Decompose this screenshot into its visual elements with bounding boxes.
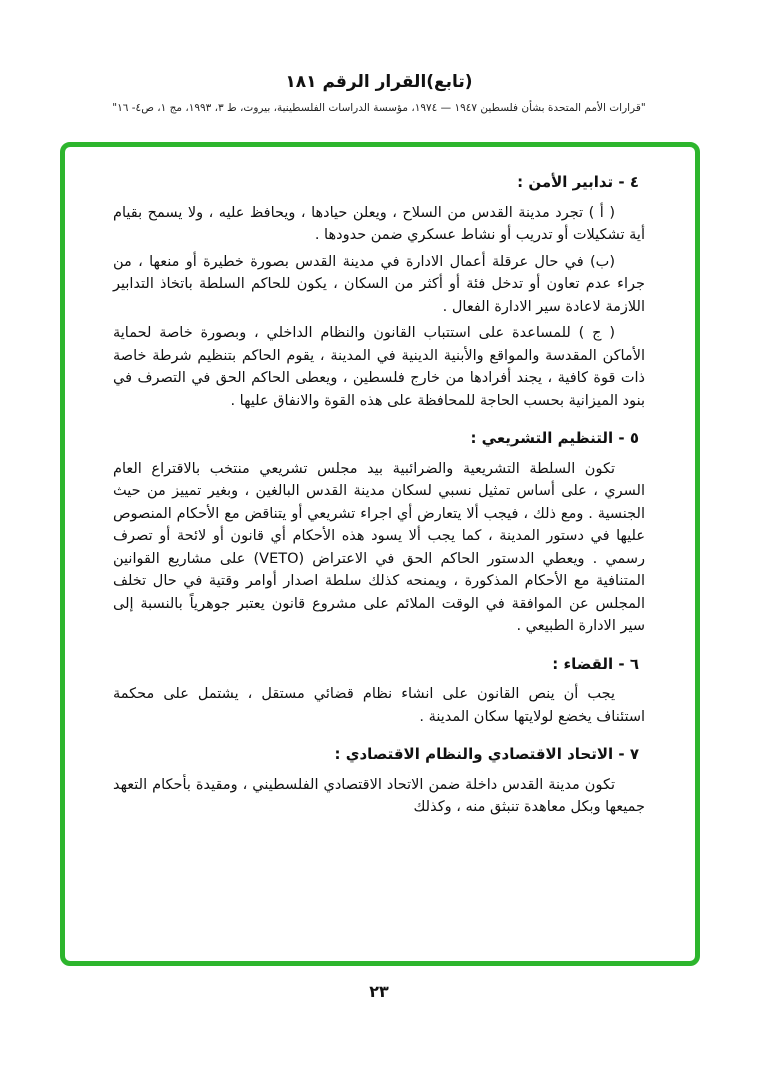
section-heading-economic-union: ٧ - الاتحاد الاقتصادي والنظام الاقتصادي : bbox=[334, 745, 639, 763]
paragraph-economic-union: تكون مدينة القدس داخلة ضمن الاتحاد الاقتصادي الفلسطيني ، ومقيدة بأحكام التعهد جميعها وبكل معاهدة تنبثق منه ، وكذلك bbox=[113, 776, 645, 815]
section-heading-judiciary: ٦ - القضاء : bbox=[552, 654, 639, 673]
paragraph-judiciary: يجب أن ينص القانون على انشاء نظام قضائي مستقل ، يشتمل على محكمة استئناف يخضع لولايتها سكان المدينة . bbox=[113, 686, 645, 725]
page-title: (تابع)القرار الرقم ١٨١ bbox=[285, 72, 473, 92]
section-heading-security-measures: ٤ - تدابير الأمن : bbox=[517, 173, 639, 191]
paragraph-legislative: تكون السلطة التشريعية والضرائبية بيد مجلس تشريعي منتخب بالاقتراع العام السري ، على أساس تمثيل نسبي لسكان مدينة القدس البالغين ، وبغير تمييز من حيث الجنسية . ومع ذلك ، فيجب ألا يتعارض أي اجراء تشريعي أو يتناقض مع الأحكام المنصوص عليها في دستور المدينة ، كما يجب ألا يسود هذه الأحكام أي قانون أو لائحة أو تصرف رسمي . ويعطي الدستور الحاكم الحق في الاعتراض (VETO) على مشاريع القوانين المتنافية مع الأحكام المذكورة ، ويمنحه كذلك سلطة اصدار أوامر وقتية في حال تخلف المجلس عن الموافقة في الوقت الملائم على مشروع قانون يعتبر جوهرياً بالنسبة إلى سير الادارة الطبيعي . bbox=[113, 460, 645, 634]
content-border-box bbox=[60, 142, 700, 966]
section-heading-legislative-organization: ٥ - التنظيم التشريعي : bbox=[470, 429, 639, 447]
paragraph-security-b: (ب) في حال عرقلة أعمال الادارة في مدينة القدس بصورة خطيرة أو منعها ، من جراء عدم تعاون أو تدخل فئة أو أكثر من السكان ، يكون للحاكم السلطة باتخاذ التدابير اللازمة لاعادة سير الادارة الفعال . bbox=[113, 253, 645, 315]
citation-line: "قرارات الأمم المتحدة بشأن فلسطين ١٩٤٧ — ١٩٧٤، مؤسسة الدراسات الفلسطينية، بيروت، ط ٣، ١٩٩٣، مج ١، ص٤- ١٦" bbox=[112, 102, 646, 114]
page-number: ٢٣ bbox=[369, 982, 389, 1001]
document-body bbox=[65, 147, 695, 819]
paragraph-security-c: ( ج ) للمساعدة على استتباب القانون والنظام الداخلي ، وبصورة خاصة لحماية الأماكن المقدسة والمواقع والأبنية الدينية في المدينة ، يقوم الحاكم بتنظيم شرطة خاصة ذات قوة كافية ، يجند أفرادها من خارج فلسطين ، ويعطى الحاكم الحق في التصرف في بنود الميزانية بحسب الحاجة للمحافظة على هذه القوة والانفاق عليها . bbox=[113, 325, 645, 409]
paragraph-security-a: ( أ ) تجرد مدينة القدس من السلاح ، ويعلن حيادها ، ويحافظ عليه ، ولا يسمح بقيام أية تشكيلات أو تدريب أو نشاط عسكري ضمن حدودها . bbox=[113, 204, 645, 243]
